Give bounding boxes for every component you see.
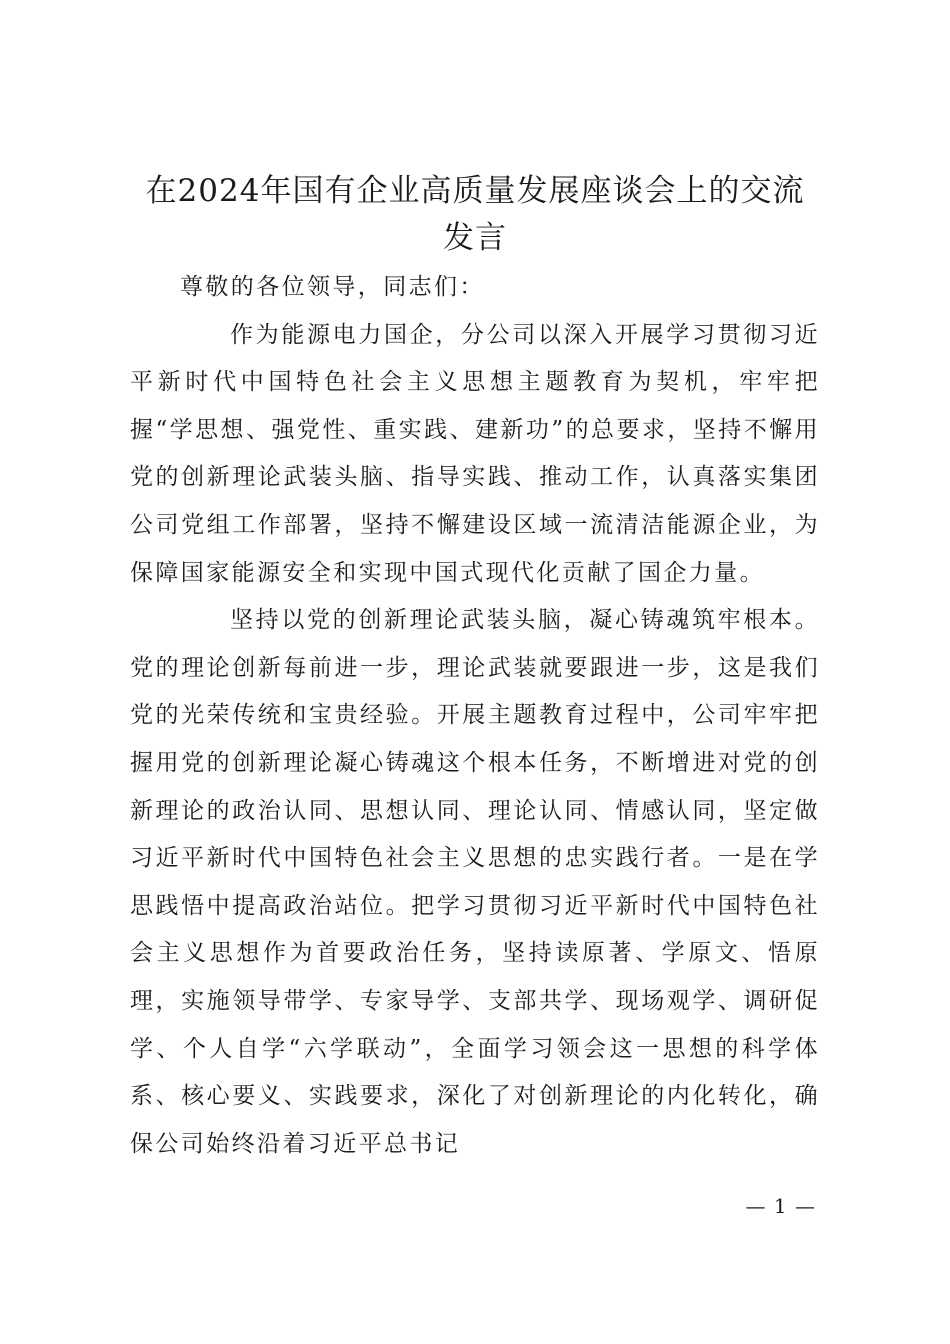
page-number: — 1 — xyxy=(745,1194,816,1218)
salutation: 尊敬的各位领导，同志们： xyxy=(180,274,485,300)
document-body xyxy=(130,264,820,1168)
paragraph-intro: 作为能源电力国企，分公司以深入开展学习贯彻习近平新时代中国特色社会主义思想主题教育为契机，牢牢把握“学思想、强党性、重实践、建新功”的总要求，坚持不懈用党的创新理论武装头脑、指导实践、推动工作，认真落实集团公司党组工作部署，坚持不懈建设区域一流清洁能源企业，为保障国家能源安全和实现中国式现代化贡献了国企力量。 xyxy=(130,321,820,586)
paragraph-theory: 坚持以党的创新理论武装头脑，凝心铸魂筑牢根本。党的理论创新每前进一步，理论武装就要跟进一步，这是我们党的光荣传统和宝贵经验。开展主题教育过程中，公司牢牢把握用党的创新理论凝心铸魂这个根本任务，不断增进对党的创新理论的政治认同、思想认同、理论认同、情感认同，坚定做习近平新时代中国特色社会主义思想的忠实践行者。一是在学思践悟中提高政治站位。把学习贯彻习近平新时代中国特色社会主义思想作为首要政治任务，坚持读原著、学原文、悟原理，实施领导带学、专家导学、支部共学、现场观学、调研促学、个人自学“六学联动”，全面学习领会这一思想的科学体系、核心要义、实践要求，深化了对创新理论的内化转化，确保公司始终沿着习近平总书记 xyxy=(130,607,820,1157)
document-title: 在2024年国有企业高质量发展座谈会上的交流发言 xyxy=(145,173,805,256)
